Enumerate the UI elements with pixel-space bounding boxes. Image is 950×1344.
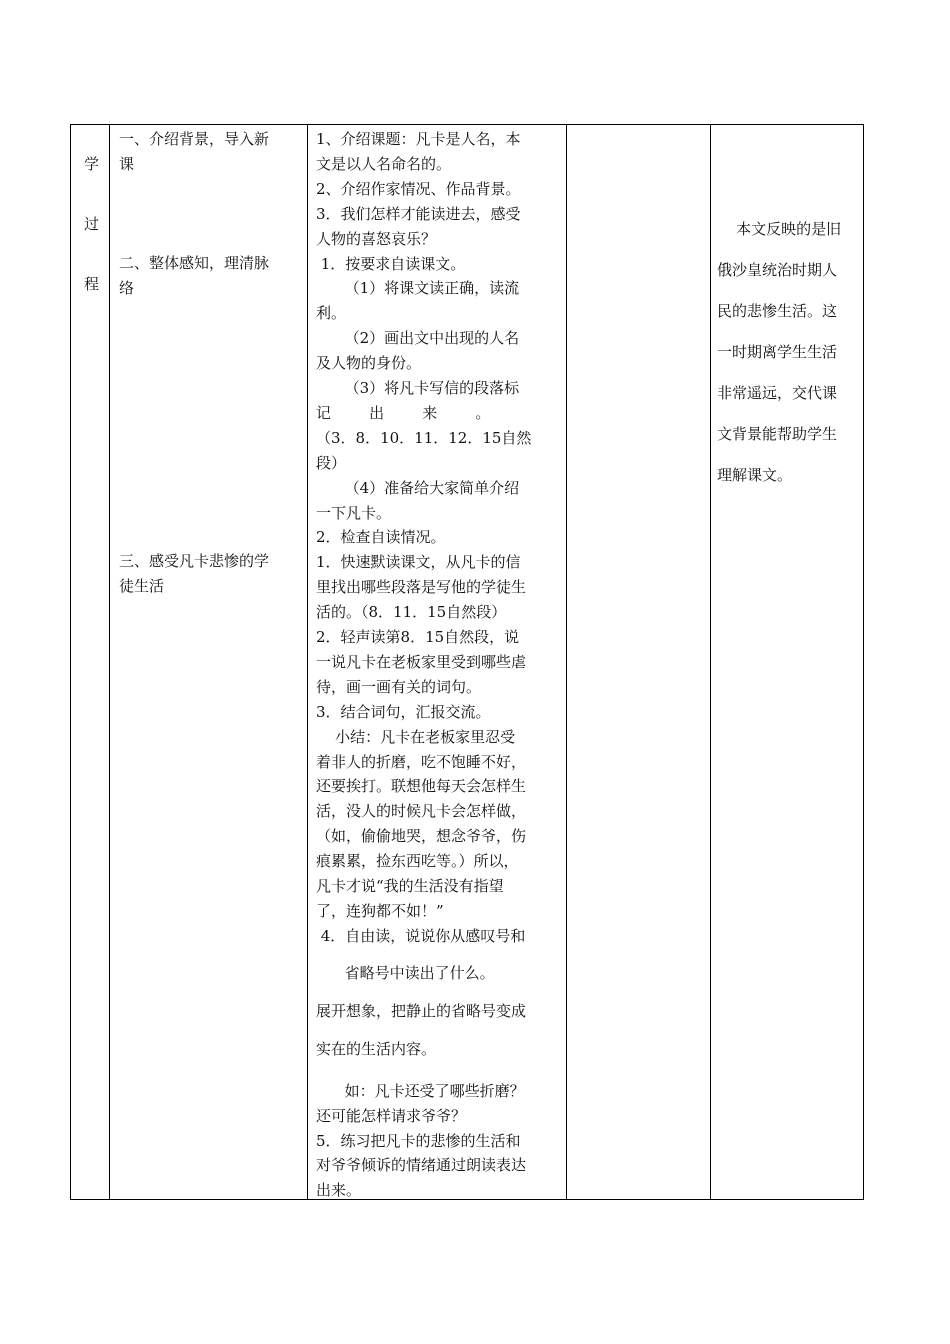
step-text: 课 [119, 155, 135, 173]
activity-line: （1）将课文读正确，读流 [316, 279, 520, 298]
activity-line: 着非人的折磨，吃不饱睡不好， [316, 752, 527, 771]
step-text: 徒生活 [119, 577, 165, 595]
activity-line: 记 出 来 。 [316, 403, 491, 422]
table-row [71, 125, 864, 1200]
activity-line: 及人物的身份。 [316, 354, 422, 373]
activity-line: 痕累累，捡东西吃等。）所以， [316, 852, 519, 871]
activity-line: 一说凡卡在老板家里受到哪些虐 [316, 652, 527, 671]
activity-line: 对爷爷倾诉的情绪通过朗读表达 [316, 1156, 527, 1175]
note-line: 一时期离学生生活 [717, 343, 838, 361]
activity-line: 利。 [316, 304, 347, 323]
activity-line: 文是以人名命名的。 [316, 154, 452, 173]
notes-cell [711, 125, 864, 1200]
activity-line: 展开想象，把静止的省略号变成 [316, 1001, 527, 1020]
empty-cell [567, 125, 711, 1200]
activity-line: （4）准备给大家简单介绍 [316, 478, 520, 497]
activity-line: 段） [316, 453, 347, 472]
section-label-char: 程 [84, 275, 100, 293]
activity-line: 3．我们怎样才能读进去，感受 [316, 204, 521, 223]
activity-line: 活的。（8．11．15自然段） [316, 603, 507, 622]
activity-line: 2．检查自读情况。 [316, 528, 446, 547]
section-label-cell [71, 125, 110, 1200]
activity-line: 2．轻声读第8．15自然段，说 [316, 628, 520, 646]
activity-line: （3）将凡卡写信的段落标 [316, 379, 520, 397]
step-text: 一、介绍背景，导入新 [119, 130, 270, 148]
activity-line: 4．自由读，说说你从感叹号和 [316, 926, 526, 945]
activity-line: 活，没人的时候凡卡会怎样做， [316, 802, 527, 821]
activity-line: 省略号中读出了什么。 [316, 963, 495, 982]
note-line: 文背景能帮助学生 [717, 425, 838, 443]
activity-line: 如：凡卡还受了哪些折磨？ [316, 1081, 525, 1100]
step-text: 络 [119, 279, 135, 297]
activity-line: 里找出哪些段落是写他的学徒生 [316, 578, 527, 597]
section-label-char: 过 [84, 215, 100, 233]
activity-line: 凡卡才说“我的生活没有指望 [316, 877, 504, 895]
activity-line: （3．8．10．11．12．15自然 [316, 428, 532, 447]
note-line: 俄沙皇统治时期人 [717, 261, 838, 279]
activity-line: 出来。 [316, 1181, 362, 1200]
activities-cell [308, 125, 567, 1200]
activity-line: 2、介绍作家情况、作品背景。 [316, 179, 521, 198]
note-line: 民的悲惨生活。这 [717, 302, 838, 320]
activity-line: （2）画出文中出现的人名 [316, 329, 520, 348]
step-text: 三、感受凡卡悲惨的学 [119, 552, 270, 570]
activity-line: 一下凡卡。 [316, 503, 392, 522]
activity-line: 还可能怎样请求爷爷？ [316, 1106, 467, 1125]
note-line: 理解课文。 [717, 466, 793, 484]
activity-line: 小结：凡卡在老板家里忍受 [316, 727, 516, 746]
steps-cell [110, 125, 308, 1200]
activity-line: 1．快速默读课文，从凡卡的信 [316, 553, 521, 572]
note-line: 本文反映的是旧 [717, 220, 842, 238]
activity-line: （如，偷偷地哭，想念爷爷，伤 [316, 827, 527, 846]
activity-line: 实在的生活内容。 [316, 1039, 437, 1058]
step-text: 二、整体感知，理清脉 [119, 254, 270, 272]
note-line: 非常遥远，交代课 [717, 384, 838, 402]
activity-line: 3．结合词句，汇报交流。 [316, 702, 491, 721]
activity-line: 待，画一画有关的词句。 [316, 677, 482, 696]
activity-line: 了，连狗都不如！” [316, 901, 444, 920]
activity-line: 1、介绍课题：凡卡是人名，本 [316, 130, 521, 148]
activity-line: 还要挨打。联想他每天会怎样生 [316, 777, 527, 796]
activity-line: 1．按要求自读课文。 [316, 254, 466, 273]
section-label-char: 学 [84, 155, 100, 173]
lesson-plan-table [70, 124, 864, 1200]
activity-line: 5．练习把凡卡的悲惨的生活和 [316, 1131, 521, 1150]
activity-line: 人物的喜怒哀乐？ [316, 229, 437, 248]
